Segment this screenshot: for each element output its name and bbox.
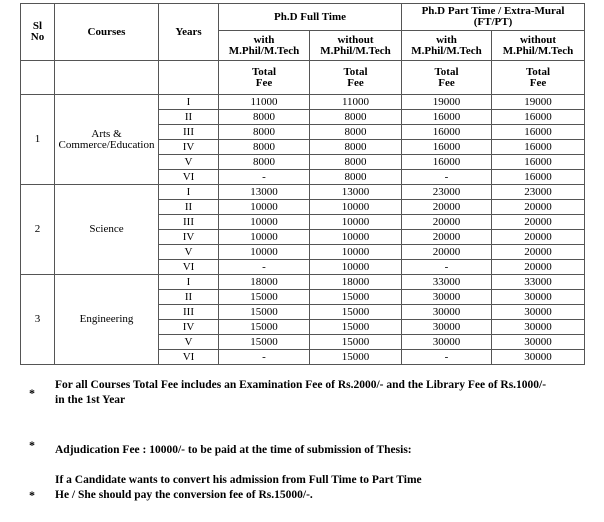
fee-cell: - bbox=[402, 260, 492, 275]
fee-cell: 20000 bbox=[492, 260, 585, 275]
fee-cell: 10000 bbox=[219, 200, 310, 215]
fee-cell: 16000 bbox=[492, 110, 585, 125]
year-cell: V bbox=[159, 335, 219, 350]
header-total-fee: Total Fee bbox=[310, 61, 402, 95]
header-sl-no: Sl No bbox=[21, 4, 55, 61]
course-cell: Science bbox=[55, 185, 159, 275]
fee-cell: 20000 bbox=[492, 215, 585, 230]
fee-table bbox=[20, 3, 585, 365]
fee-cell: 15000 bbox=[310, 350, 402, 365]
fee-table-body bbox=[21, 95, 585, 365]
header-phd-full-time: Ph.D Full Time bbox=[219, 4, 402, 31]
fee-cell: - bbox=[219, 170, 310, 185]
fee-cell: 30000 bbox=[492, 350, 585, 365]
fee-cell: 10000 bbox=[310, 215, 402, 230]
note-adjudication-fee: Adjudication Fee : 10000/- to be paid at the time of submission of Thesis: bbox=[55, 444, 412, 456]
fee-cell: 20000 bbox=[492, 230, 585, 245]
fee-cell: 15000 bbox=[219, 305, 310, 320]
sl-no-cell: 2 bbox=[21, 185, 55, 275]
fee-cell: 16000 bbox=[402, 110, 492, 125]
sl-no-cell: 1 bbox=[21, 95, 55, 185]
fee-cell: 18000 bbox=[310, 275, 402, 290]
fee-cell: 16000 bbox=[492, 125, 585, 140]
course-cell: Engineering bbox=[55, 275, 159, 365]
fee-cell: 15000 bbox=[310, 290, 402, 305]
fee-cell: 30000 bbox=[492, 335, 585, 350]
fee-cell: 23000 bbox=[402, 185, 492, 200]
header-blank bbox=[55, 61, 159, 95]
header-courses: Courses bbox=[55, 4, 159, 61]
header-ft-without: without M.Phil/M.Tech bbox=[310, 31, 402, 61]
year-cell: II bbox=[159, 200, 219, 215]
fee-cell: 19000 bbox=[492, 95, 585, 110]
fee-cell: 20000 bbox=[492, 245, 585, 260]
fee-cell: - bbox=[402, 170, 492, 185]
fee-cell: 11000 bbox=[310, 95, 402, 110]
year-cell: I bbox=[159, 275, 219, 290]
fee-cell: 10000 bbox=[310, 230, 402, 245]
header-pt-with: with M.Phil/M.Tech bbox=[402, 31, 492, 61]
fee-cell: 10000 bbox=[310, 245, 402, 260]
year-cell: III bbox=[159, 305, 219, 320]
table-row bbox=[21, 275, 585, 290]
year-cell: IV bbox=[159, 140, 219, 155]
bullet-star: * bbox=[29, 386, 35, 400]
header-phd-part-time: Ph.D Part Time / Extra-Mural (FT/PT) bbox=[402, 4, 585, 31]
fee-cell: 30000 bbox=[402, 320, 492, 335]
year-cell: II bbox=[159, 290, 219, 305]
header-total-fee: Total Fee bbox=[492, 61, 585, 95]
fee-cell: 33000 bbox=[492, 275, 585, 290]
header-blank bbox=[21, 61, 55, 95]
fee-cell: 16000 bbox=[492, 155, 585, 170]
fee-cell: 8000 bbox=[219, 125, 310, 140]
fee-cell: 10000 bbox=[310, 200, 402, 215]
fee-cell: 30000 bbox=[402, 335, 492, 350]
fee-cell: 8000 bbox=[310, 170, 402, 185]
fee-cell: 20000 bbox=[402, 245, 492, 260]
fee-cell: 20000 bbox=[402, 200, 492, 215]
year-cell: II bbox=[159, 110, 219, 125]
year-cell: IV bbox=[159, 230, 219, 245]
year-cell: I bbox=[159, 185, 219, 200]
fee-cell: 30000 bbox=[402, 305, 492, 320]
fee-cell: 30000 bbox=[492, 320, 585, 335]
header-total-fee: Total Fee bbox=[402, 61, 492, 95]
fee-cell: 23000 bbox=[492, 185, 585, 200]
fee-cell: 18000 bbox=[219, 275, 310, 290]
year-cell: III bbox=[159, 215, 219, 230]
fee-cell: 20000 bbox=[492, 200, 585, 215]
year-cell: III bbox=[159, 125, 219, 140]
note-conversion-fee: If a Candidate wants to convert his admission from Full Time to Part Time He / She should pay the conversion fee of Rs.15000/-. bbox=[55, 474, 422, 501]
fee-cell: 30000 bbox=[492, 305, 585, 320]
year-cell: IV bbox=[159, 320, 219, 335]
fee-cell: 30000 bbox=[402, 290, 492, 305]
fee-cell: 16000 bbox=[402, 125, 492, 140]
fee-cell: 16000 bbox=[402, 155, 492, 170]
course-cell: Arts & Commerce/Education bbox=[55, 95, 159, 185]
header-total-fee: Total Fee bbox=[219, 61, 310, 95]
fee-cell: 8000 bbox=[219, 155, 310, 170]
header-years: Years bbox=[159, 4, 219, 61]
fee-cell: 8000 bbox=[219, 140, 310, 155]
fee-cell: - bbox=[402, 350, 492, 365]
fee-cell: 8000 bbox=[310, 140, 402, 155]
fee-cell: 16000 bbox=[492, 170, 585, 185]
header-pt-without: without M.Phil/M.Tech bbox=[492, 31, 585, 61]
fee-cell: 8000 bbox=[219, 110, 310, 125]
fee-cell: 15000 bbox=[310, 305, 402, 320]
year-cell: V bbox=[159, 155, 219, 170]
fee-cell: 20000 bbox=[402, 230, 492, 245]
header-ft-with: with M.Phil/M.Tech bbox=[219, 31, 310, 61]
year-cell: VI bbox=[159, 350, 219, 365]
sl-no-cell: 3 bbox=[21, 275, 55, 365]
table-row bbox=[21, 95, 585, 110]
fee-cell: 8000 bbox=[310, 155, 402, 170]
fee-cell: 30000 bbox=[492, 290, 585, 305]
fee-cell: 15000 bbox=[219, 320, 310, 335]
fee-cell: 10000 bbox=[219, 230, 310, 245]
fee-cell: 15000 bbox=[219, 290, 310, 305]
fee-cell: 15000 bbox=[310, 335, 402, 350]
fee-cell: 11000 bbox=[219, 95, 310, 110]
table-row bbox=[21, 185, 585, 200]
header-blank bbox=[159, 61, 219, 95]
fee-cell: 8000 bbox=[310, 125, 402, 140]
fee-cell: 13000 bbox=[219, 185, 310, 200]
fee-cell: 15000 bbox=[219, 335, 310, 350]
fee-cell: 15000 bbox=[310, 320, 402, 335]
bullet-star: * bbox=[29, 438, 35, 452]
fee-cell: 33000 bbox=[402, 275, 492, 290]
fee-cell: 16000 bbox=[492, 140, 585, 155]
fee-cell: 20000 bbox=[402, 215, 492, 230]
year-cell: V bbox=[159, 245, 219, 260]
note-total-fee: For all Courses Total Fee includes an Examination Fee of Rs.2000/- and the Library Fee of Rs.1000/- in the 1st Year bbox=[55, 379, 547, 406]
fee-cell: - bbox=[219, 260, 310, 275]
fee-cell: 10000 bbox=[219, 245, 310, 260]
year-cell: VI bbox=[159, 260, 219, 275]
bullet-star: * bbox=[29, 488, 35, 502]
fee-cell: 8000 bbox=[310, 110, 402, 125]
fee-cell: 13000 bbox=[310, 185, 402, 200]
year-cell: I bbox=[159, 95, 219, 110]
year-cell: VI bbox=[159, 170, 219, 185]
fee-cell: 10000 bbox=[219, 215, 310, 230]
fee-cell: 10000 bbox=[310, 260, 402, 275]
fee-cell: 16000 bbox=[402, 140, 492, 155]
fee-cell: 19000 bbox=[402, 95, 492, 110]
fee-cell: - bbox=[219, 350, 310, 365]
